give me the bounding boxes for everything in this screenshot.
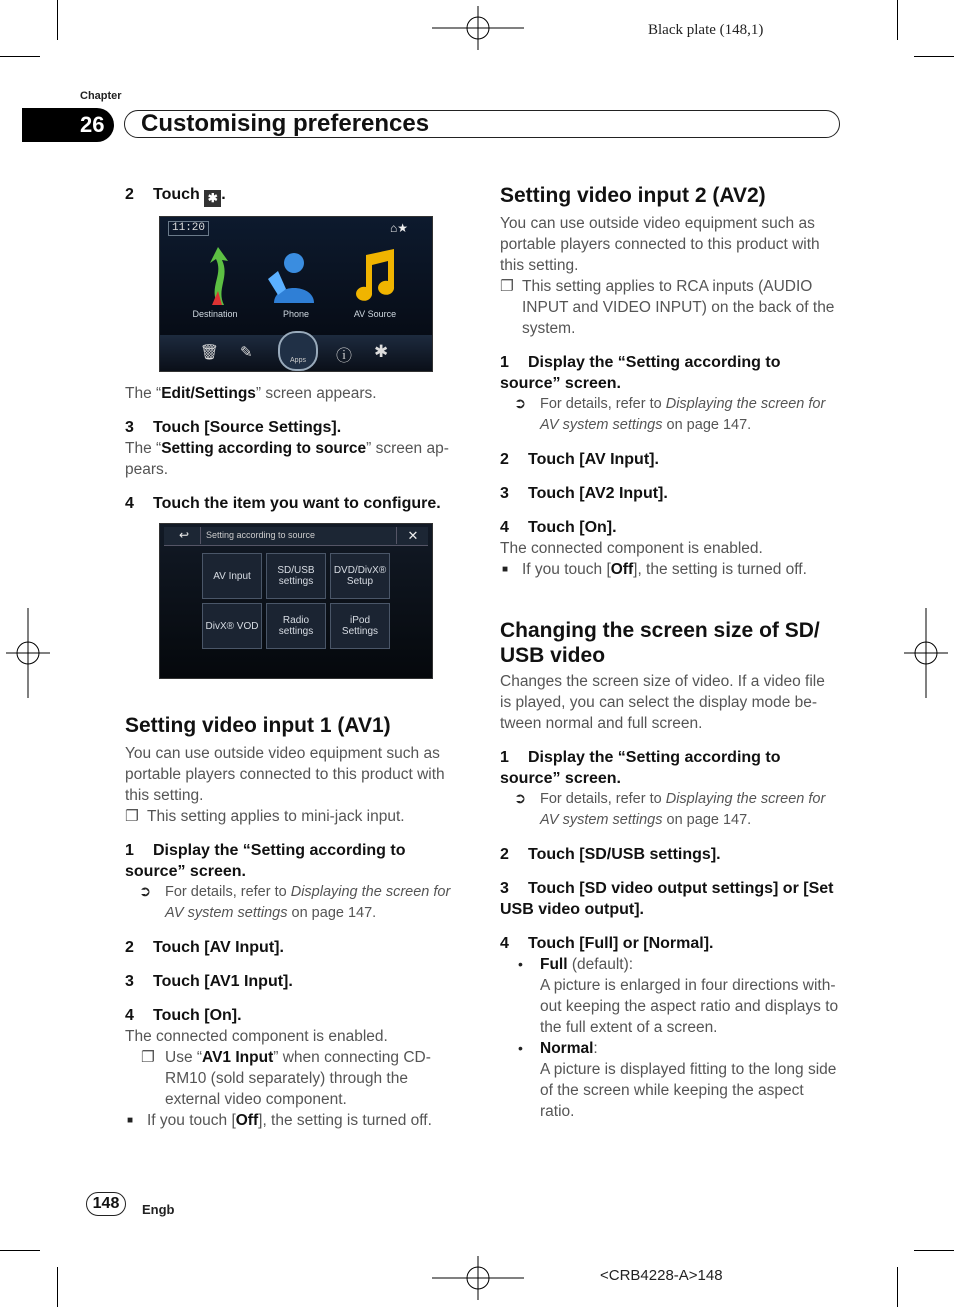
crop-mark bbox=[0, 1250, 40, 1251]
av2-step-3: 3 Touch [AV2 Input]. bbox=[500, 485, 668, 502]
full-option: • Full (default): bbox=[518, 956, 634, 973]
close-icon: ✕ bbox=[396, 527, 429, 544]
full-description: A picture is enlarged in four directions with-out keeping the aspect ratio and displays to the full extent of a screen. bbox=[540, 977, 839, 1036]
sd-usb-settings-tile: SD/USB settings bbox=[266, 553, 326, 599]
phone-person-icon bbox=[266, 249, 322, 305]
av1-enabled: The connected component is enabled. bbox=[125, 1028, 388, 1045]
av1-step-1: 1 Display the “Setting according to source” screen. bbox=[125, 842, 406, 880]
av1-step-2: 2 Touch [AV Input]. bbox=[125, 939, 284, 956]
crop-mark bbox=[57, 0, 58, 40]
step-3-source-settings: 3 Touch [Source Settings]. bbox=[125, 419, 342, 436]
av2-reference: ➲ For details, refer to Displaying the screen for AV system settings on page 147. bbox=[514, 396, 826, 433]
home-star-icon: ⌂★ bbox=[390, 221, 409, 235]
sd-usb-heading: Changing the screen size of SD/ USB video bbox=[500, 619, 820, 667]
av2-section bbox=[500, 183, 840, 580]
info-icon: ⓘ bbox=[336, 348, 353, 365]
registration-mark-left bbox=[6, 608, 50, 698]
edit-icon: ✎ bbox=[240, 344, 253, 361]
step-2-touch-settings: 2 Touch ✱ . bbox=[125, 186, 226, 205]
page-number: 148 bbox=[86, 1192, 126, 1216]
av2-step-2: 2 Touch [AV Input]. bbox=[500, 451, 659, 468]
back-icon: ↩ bbox=[168, 527, 201, 544]
av2-enabled: The connected component is enabled. bbox=[500, 540, 763, 557]
av2-step-1: 1 Display the “Setting according to source” screen. bbox=[500, 354, 781, 392]
tile-destination: Destination bbox=[192, 309, 238, 319]
av2-step-4: 4 Touch [On]. bbox=[500, 519, 617, 536]
crop-mark bbox=[914, 1250, 954, 1251]
registration-mark-bottom bbox=[432, 1256, 524, 1300]
tile-phone: Phone bbox=[282, 309, 310, 319]
sd-step-1: 1 Display the “Setting according to source” screen. bbox=[500, 749, 781, 787]
step-3-description: The “Setting according to source” screen ap-pears. bbox=[125, 440, 449, 478]
av-input-tile: AV Input bbox=[202, 553, 262, 599]
source-settings-screen-image bbox=[159, 523, 433, 679]
sd-usb-intro: Changes the screen size of video. If a video file is played, you can select the display mode be-tween normal and full screen. bbox=[500, 673, 825, 732]
crop-mark bbox=[897, 1267, 898, 1307]
normal-option: • Normal: bbox=[518, 1040, 598, 1057]
divx-vod-tile: DivX® VOD bbox=[202, 603, 262, 649]
left-column bbox=[125, 184, 465, 207]
av1-step-3: 3 Touch [AV1 Input]. bbox=[125, 973, 293, 990]
trash-icon: 🗑 bbox=[200, 344, 220, 361]
av2-heading: Setting video input 2 (AV2) bbox=[500, 184, 766, 207]
av1-note: ❐ This setting applies to mini-jack input. bbox=[125, 808, 405, 825]
av2-note: ❐ This setting applies to RCA inputs (AUDIO INPUT and VIDEO INPUT) on the back of the system. bbox=[500, 278, 835, 337]
sd-step-4: 4 Touch [Full] or [Normal]. bbox=[500, 935, 714, 952]
apps-button: Apps bbox=[278, 331, 318, 371]
language-code: Engb bbox=[142, 1202, 175, 1217]
destination-arrow-icon bbox=[198, 247, 238, 307]
av1-step-4: 4 Touch [On]. bbox=[125, 1007, 242, 1024]
left-column-mid bbox=[125, 383, 465, 514]
av1-note-2: ❐ Use “AV1 Input” when connecting CD-RM10 (sold separately) through the external video component. bbox=[141, 1049, 431, 1108]
crop-mark bbox=[914, 56, 954, 57]
radio-settings-tile: Radio settings bbox=[266, 603, 326, 649]
av1-intro: You can use outside video equipment such as portable players connected to this product with this setting. bbox=[125, 745, 445, 804]
registration-mark-top bbox=[432, 6, 524, 50]
crop-mark bbox=[0, 56, 40, 57]
plate-label: Black plate (148,1) bbox=[648, 22, 764, 38]
chapter-number: 26 bbox=[22, 108, 114, 142]
tile-av-source: AV Source bbox=[353, 309, 397, 319]
dvd-divx-setup-tile: DVD/DivX® Setup bbox=[330, 553, 390, 599]
gear-icon: ✱ bbox=[374, 342, 389, 361]
screen-title-bar: ↩ Setting according to source ✕ bbox=[164, 527, 428, 546]
ipod-settings-tile: iPod Settings bbox=[330, 603, 390, 649]
av1-off-bullet: ■ If you touch [Off], the setting is turned off. bbox=[127, 1112, 432, 1129]
chapter-title: Customising preferences bbox=[124, 110, 840, 138]
crop-mark bbox=[897, 0, 898, 40]
home-screen-image bbox=[159, 216, 433, 372]
av1-section bbox=[125, 713, 465, 1131]
music-note-icon bbox=[350, 249, 400, 305]
registration-mark-right bbox=[904, 608, 948, 698]
av2-intro: You can use outside video equipment such as portable players connected to this product with this setting. bbox=[500, 215, 820, 274]
normal-description: A picture is displayed fitting to the long side of the screen while keeping the aspect ratio. bbox=[540, 1061, 837, 1120]
sd-reference: ➲ For details, refer to Displaying the screen for AV system settings on page 147. bbox=[514, 791, 826, 828]
av2-off-bullet: ■ If you touch [Off], the setting is turned off. bbox=[502, 561, 807, 578]
av1-reference: ➲ For details, refer to Displaying the screen for AV system settings on page 147. bbox=[139, 884, 451, 921]
sd-step-2: 2 Touch [SD/USB settings]. bbox=[500, 846, 721, 863]
step-4-configure: 4 Touch the item you want to configure. bbox=[125, 495, 441, 512]
chapter-label: Chapter bbox=[80, 90, 122, 102]
av1-heading: Setting video input 1 (AV1) bbox=[125, 714, 391, 737]
document-code: <CRB4228-A>148 bbox=[600, 1267, 723, 1284]
crop-mark bbox=[57, 1267, 58, 1307]
edit-settings-appears: The “Edit/Settings” screen appears. bbox=[125, 385, 377, 402]
sd-step-3: 3 Touch [SD video output settings] or [Set USB video output]. bbox=[500, 880, 834, 918]
sd-usb-section bbox=[500, 618, 840, 1122]
clock: 11:20 bbox=[168, 221, 209, 236]
gear-icon: ✱ bbox=[204, 190, 221, 207]
